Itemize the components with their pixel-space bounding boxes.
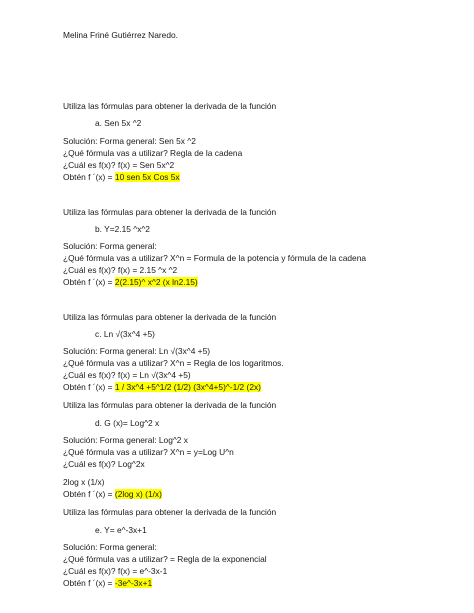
answer-highlight: (2log x) (1/x) [114, 489, 162, 499]
function-line: ¿Cuál es f(x)? f(x) = 2.15 ^x ^2 [63, 265, 178, 275]
exercise-item: d. G (x)= Log^2 x [95, 418, 160, 428]
author-name: Melina Friné Gutiérrez Naredo. [63, 30, 178, 40]
solution-line: Solución: Forma general: [63, 241, 157, 251]
exercise-item: a. Sen 5x ^2 [95, 118, 142, 128]
instruction-text: Utiliza las fórmulas para obtener la derivada de la función [63, 101, 277, 111]
answer-highlight: 2(2.15)^ x^2 (x ln2.15) [114, 277, 198, 287]
formula-line: ¿Qué fórmula vas a utilizar? = Regla de la exponencial [63, 554, 267, 564]
exercise-item: c. Ln √(3x^4 +5) [95, 329, 155, 339]
answer-highlight: -3e^-3x+1 [114, 578, 153, 588]
instruction-text: Utiliza las fórmulas para obtener la derivada de la función [63, 400, 277, 410]
formula-line: ¿Qué fórmula vas a utilizar? X^n = Regla de los logaritmos. [63, 358, 284, 368]
formula-line: ¿Qué fórmula vas a utilizar? X^n = Formula de la potencia y fórmula de la cadena [63, 253, 367, 263]
answer-highlight: 10 sen 5x Cos 5x [114, 172, 180, 182]
solution-line: Solución: Forma general: [63, 542, 157, 552]
answer-line [63, 172, 180, 183]
answer-prefix: Obtén f ´(x) = [63, 382, 115, 392]
instruction-text: Utiliza las fórmulas para obtener la derivada de la función [63, 207, 277, 217]
solution-line: Solución: Forma general: Log^2 x [63, 435, 188, 445]
answer-prefix: Obtén f ´(x) = [63, 489, 115, 499]
answer-line [63, 489, 162, 500]
answer-line [63, 578, 152, 589]
exercise-item: b. Y=2.15 ^x^2 [95, 224, 150, 234]
answer-highlight: 1 / 3x^4 +5^1/2 (1/2) (3x^4+5)^-1/2 (2x) [114, 382, 261, 392]
formula-line: ¿Qué fórmula vas a utilizar? X^n = y=Log U^n [63, 447, 234, 457]
solution-line: Solución: Forma general: Ln √(3x^4 +5) [63, 346, 211, 356]
answer-line [63, 382, 261, 393]
formula-line: ¿Qué fórmula vas a utilizar? Regla de la cadena [63, 148, 243, 158]
function-line: ¿Cuál es f(x)? Log^2x [63, 459, 145, 469]
solution-line: Solución: Forma general: Sen 5x ^2 [63, 136, 196, 146]
function-line: ¿Cuál es f(x)? f(x) = Sen 5x^2 [63, 160, 175, 170]
instruction-text: Utiliza las fórmulas para obtener la derivada de la función [63, 507, 277, 517]
function-line: ¿Cuál es f(x)? f(x) = Ln √(3x^4 +5) [63, 370, 191, 380]
function-line: ¿Cuál es f(x)? f(x) = e^-3x-1 [63, 566, 168, 576]
answer-line [63, 277, 198, 288]
answer-prefix: Obtén f ´(x) = [63, 277, 115, 287]
answer-prefix: Obtén f ´(x) = [63, 578, 115, 588]
instruction-text: Utiliza las fórmulas para obtener la derivada de la función [63, 312, 277, 322]
exercise-item: e. Y= e^-3x+1 [95, 525, 147, 535]
answer-prefix: Obtén f ´(x) = [63, 172, 115, 182]
extra-line: 2log x (1/x) [63, 477, 105, 487]
